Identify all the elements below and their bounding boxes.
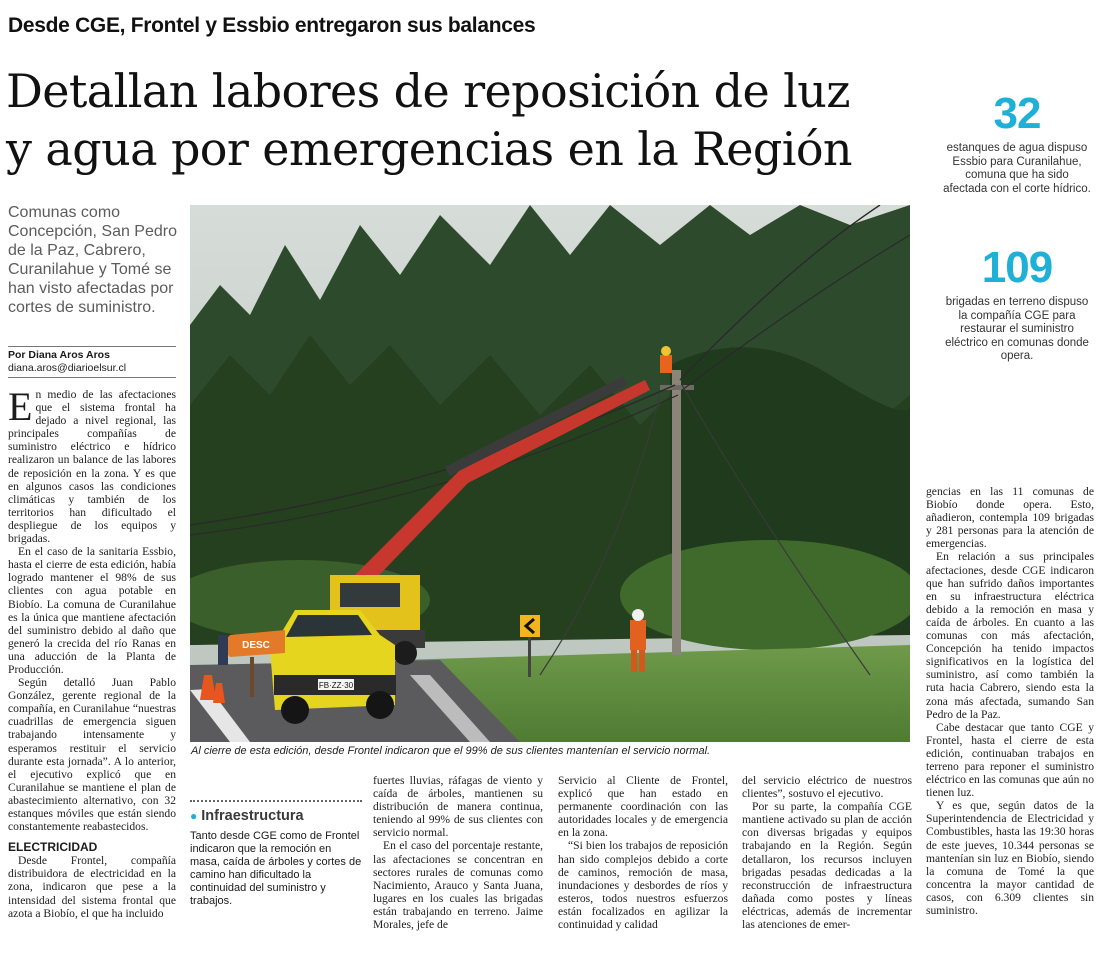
kicker: Desde CGE, Frontel y Essbio entregaron sus balances [8,14,536,37]
news-photo [190,205,910,742]
dotted-divider [190,800,362,802]
stat-number: 109 [981,243,1053,292]
paragraph: En el caso del porcentaje restante, las afectaciones se concentran en sectores rurales de comunas como Nacimiento, Arauco y Santa Juana, lugares en los cuales las brigadas están trabajando en terreno. Jaime Morales, jefe de [373,839,543,932]
byline-email: diana.aros@diarioelsur.cl [8,362,127,374]
article-column-1 [8,384,176,920]
paragraph: En medio de las afectaciones que el sistema frontal ha dejado a nivel regional, las principales compañías de suministro eléctrico e hídrico realizaron un balance de las labores de reposición en la zona. Y es que en algunos casos las condiciones climáticas y también de los territorios han dificultado el despliegue de los equipos y brigadas. [8,384,176,546]
headline [6,62,936,178]
headline-line-2: y agua por emergencias en la Región [6,122,852,176]
byline-author: Por Diana Aros Aros [8,349,110,361]
infobox [190,800,362,908]
paragraph: “Si bien los trabajos de reposición han sido complejos debido a corte de caminos, remoción de masa, inundaciones y desbordes de ríos y esteros, todos nuestros esfuerzos están focalizados en agilizar la continuidad y calidad [558,839,728,932]
paragraph: En el caso de la sanitaria Essbio, hasta el cierre de esta edición, había logrado mantener el 98% de sus clientes con agua potable en Biobío. La comuna de Curanilahue es la única que mantiene afectación del suministro debido al daño que generó la crecida del río Ranas en una aducción de la Planta de Producción. [8,545,176,676]
paragraph: gencias en las 11 comunas de Biobío donde opera. Esto, añadieron, contempla 109 brigadas y 281 personas para la atención de emergencias. [926,485,1094,551]
article-column-2 [373,774,543,931]
stat-box-brigades [942,243,1092,364]
paragraph: del servicio eléctrico de nuestros clientes”, sostuvo el ejecutivo. [742,774,912,801]
detour-sign-text: DESC [242,640,270,651]
paragraph: fuertes lluvias, ráfagas de viento y caída de árboles, mantienen su distribución de manera continua, teniendo al 99% de sus clientes con servicio normal. [373,774,543,840]
article-column-5 [926,485,1094,917]
paragraph: Por su parte, la compañía CGE mantiene activado su plan de acción con diversas brigadas y equipos trabajando en la Región. Según detallaron, los recursos incluyen brigadas pesadas dedicadas a la reconstrucción de infraestructura dañada como postes y líneas eléctricas, además de incrementar las atenciones de emer- [742,800,912,932]
paragraph: Desde Frontel, compañía distribuidora de electricidad en la zona, indicaron que pese a la intensidad del sistema frontal que azota a Biobío, el que ha incluido [8,854,176,920]
photo-caption: Al cierre de esta edición, desde Frontel indicaron que el 99% de sus clientes mantenían el servicio normal. [191,745,711,757]
paragraph: Según detalló Juan Pablo González, gerente regional de la compañía, en Curanilahue “nuestras cuadrillas de emergencia siguen trabajando intensamente y esperamos restituir el servicio durante esta jornada”. A lo anterior, el ejecutivo explicó que en Curanilahue se mantiene el plan de abastecimiento alternativo, con 32 estanques móviles que están siendo constantemente reabastecidos. [8,676,176,834]
stat-text: estanques de agua dispuso Essbio para Curanilahue, comuna que ha sido afectada con el corte hídrico. [943,142,1091,195]
photo-illustration [190,205,910,742]
section-heading: ELECTRICIDAD [8,840,98,855]
byline [8,346,176,378]
infobox-title: ● Infraestructura [190,808,304,824]
paragraph: Cabe destacar que tanto CGE y Frontel, hasta el cierre de esta edición, continuaban trabajos en terreno para reponer el suministro eléctrico en las comunas que aún no tienen luz. [926,720,1094,800]
stat-number: 32 [993,89,1041,138]
article-column-4 [742,774,912,931]
article-column-3 [558,774,728,931]
subhead: Comunas como Concepción, San Pedro de la Paz, Cabrero, Curanilahue y Tomé se han visto afectadas por cortes de suministro. [8,204,177,316]
paragraph: En relación a sus principales afectaciones, desde CGE indicaron que han sufrido daños importantes en su infraestructura eléctrica debido a la remoción en masa y caída de árboles. En cuanto a las comunas con más afectación, Concepción ha tenido impactos significativos en la logística del suministro, así como también la ruta hacia Cabrero, siendo esta la zona más afectada, sumando San Pedro de la Paz. [926,550,1094,721]
license-plate: FB·ZZ·30 [318,681,354,690]
stat-text: brigadas en terreno dispuso la compañía CGE para restaurar el suministro eléctrico en comunas donde opera. [945,296,1089,362]
bullet-icon: ● [190,809,198,823]
infobox-body: Tanto desde CGE como de Frontel indicaron que la remoción en masa, caída de árboles y cortes de camino han dificultado la continuidad del suministro y trabajos. [190,830,362,907]
paragraph: Y es que, según datos de la Superintendencia de Electricidad y Combustibles, hasta las 19:30 horas de este jueves, 10.344 personas se mantenían sin luz en Biobío, siendo la comuna de Tomé la que concentra la mayor cantidad de casos, con 6.309 clientes sin suministro. [926,799,1094,917]
paragraph: Servicio al Cliente de Frontel, explicó que han estado en permanente coordinación con las autoridades locales y de emergencia en la zona. [558,774,728,840]
stat-box-water-tanks [942,89,1092,196]
headline-line-1: Detallan labores de reposición de luz [6,64,850,118]
